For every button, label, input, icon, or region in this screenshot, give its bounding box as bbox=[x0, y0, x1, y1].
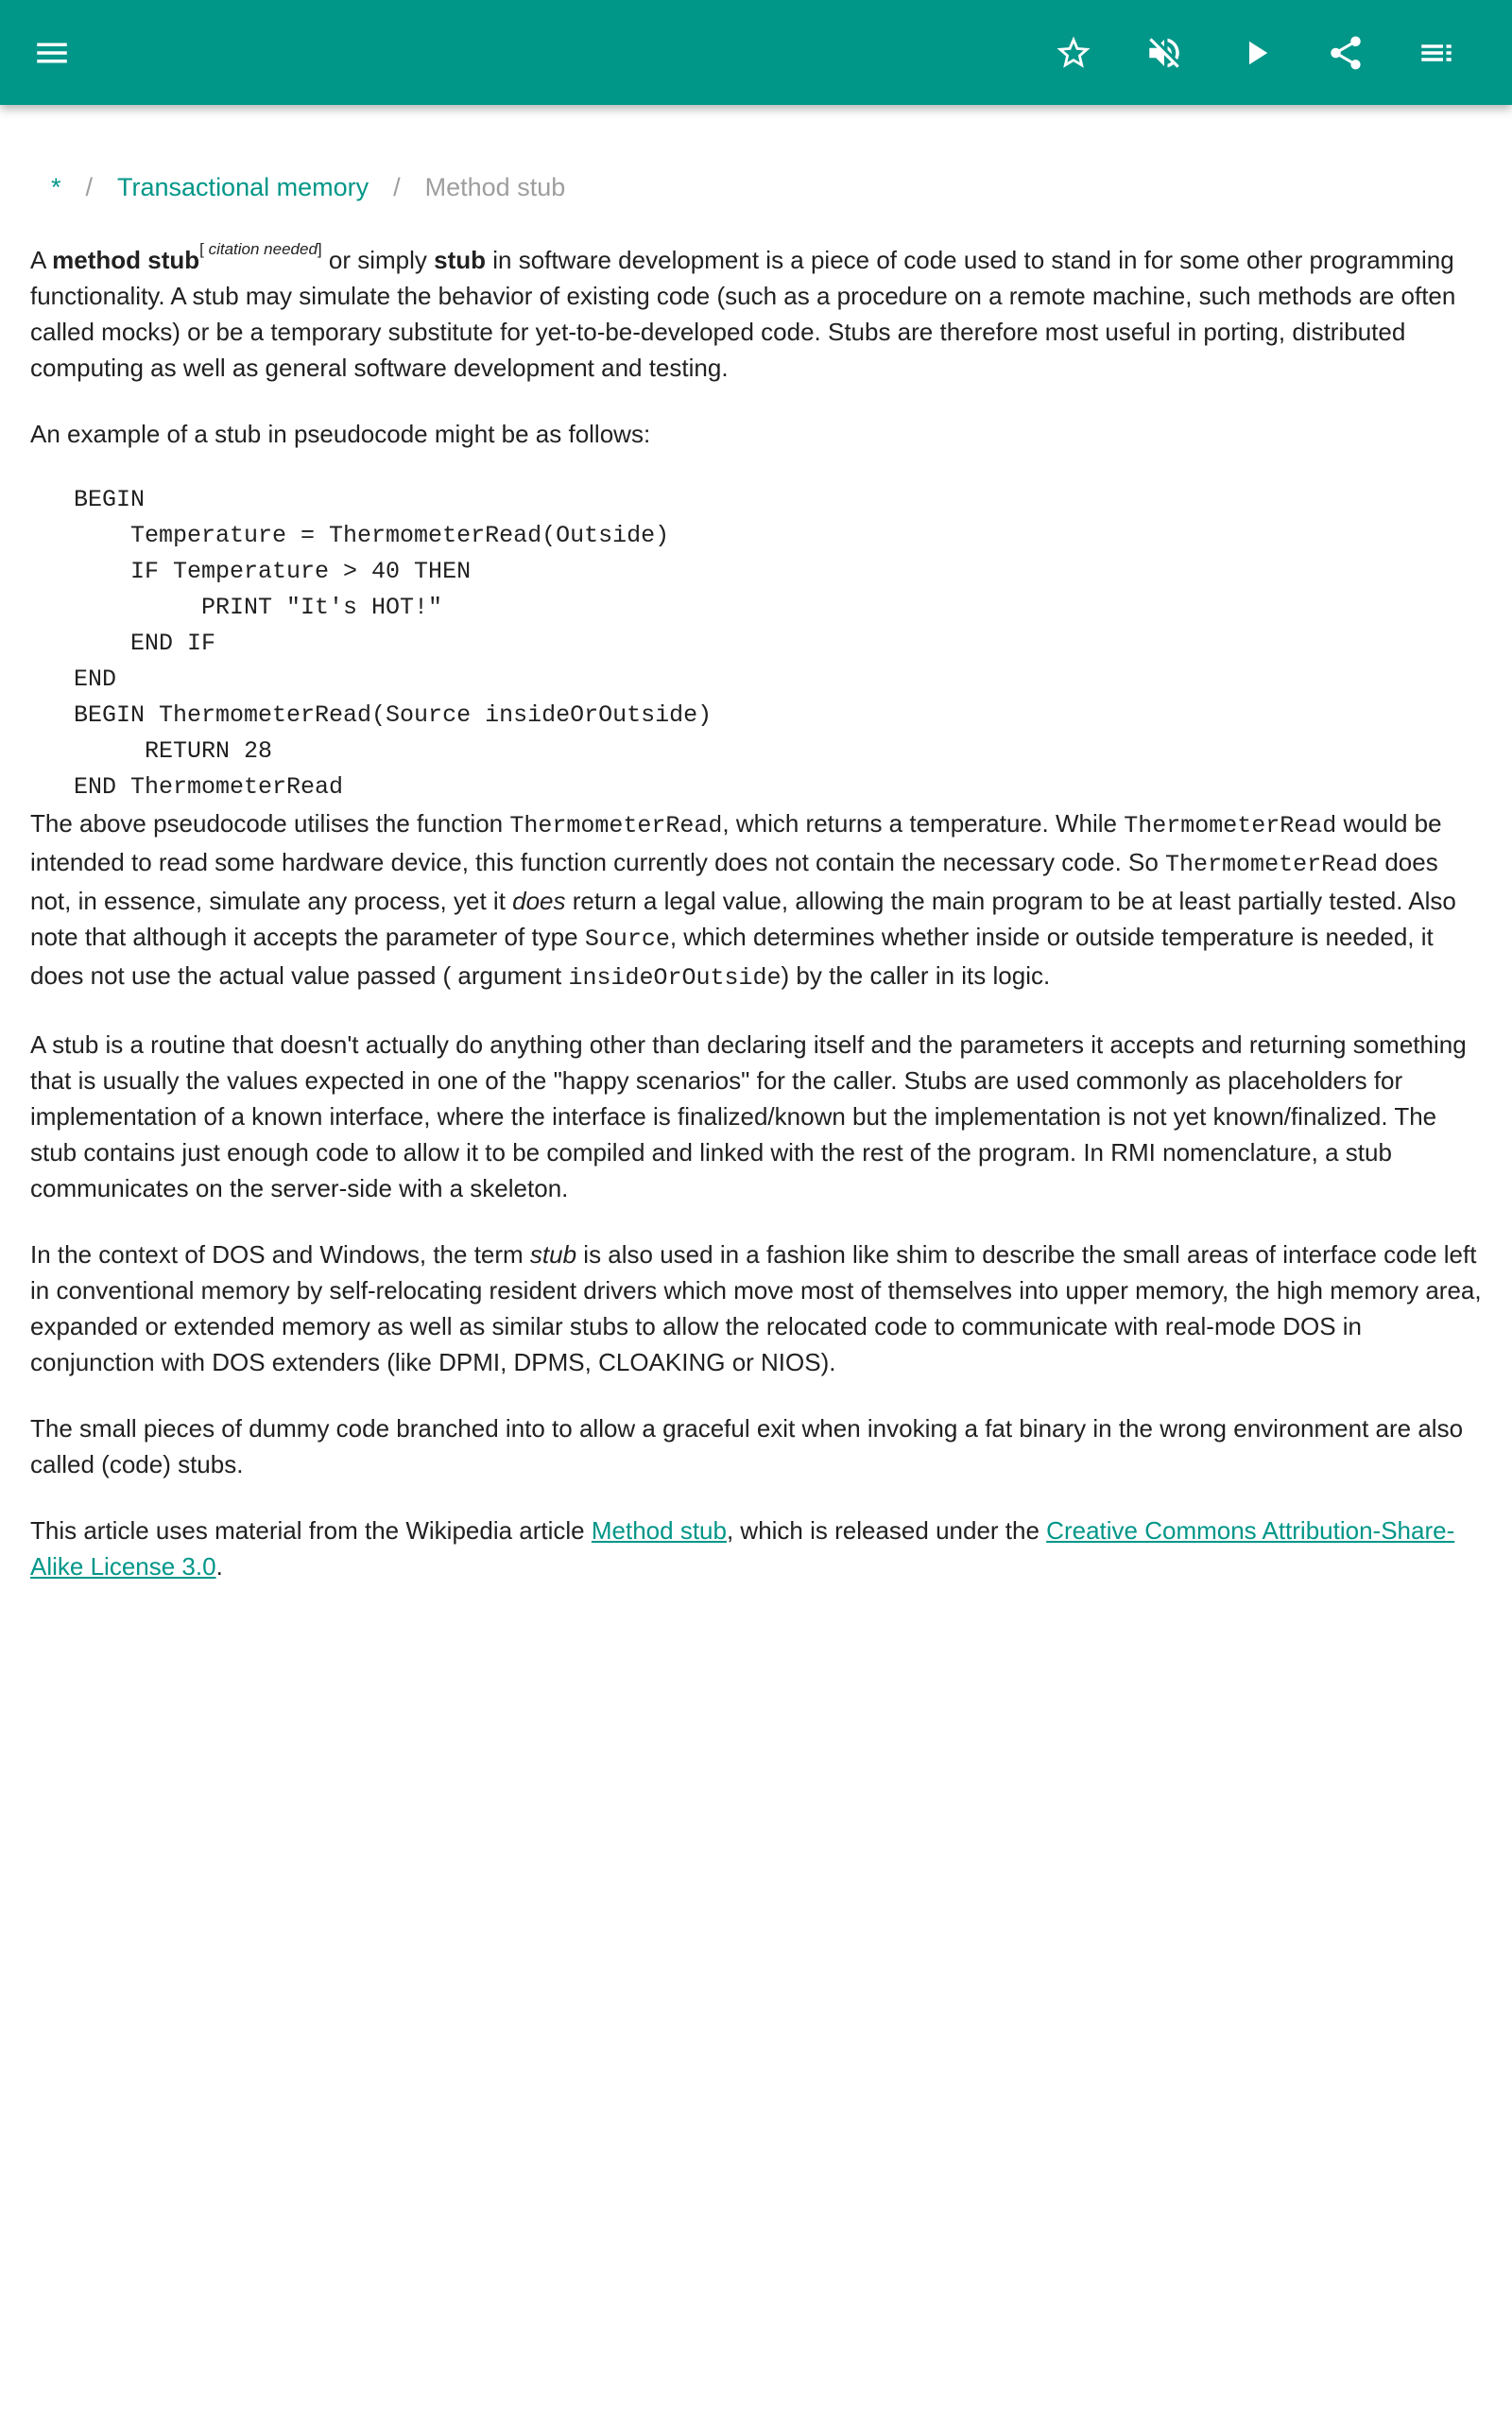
pseudocode-block: BEGIN Temperature = ThermometerRead(Outside) IF Temperature > 40 THEN PRINT "It's HOT!" END IF END BEGIN ThermometerRead(Source insideOrOutside) RETURN 28 END ThermometerRead bbox=[74, 486, 713, 801]
fat-binary-paragraph: The small pieces of dummy code branched into to allow a graceful exit when invoking a fat binary in the wrong environment are also called (code) stubs. bbox=[30, 1414, 1464, 1478]
text: , which returns a temperature. While bbox=[722, 809, 1125, 838]
article-content bbox=[30, 242, 1486, 1615]
breadcrumb-home[interactable]: * bbox=[51, 173, 61, 201]
term-stub: stub bbox=[434, 246, 487, 274]
citation-text: citation needed bbox=[203, 240, 318, 258]
volume-off-icon[interactable] bbox=[1141, 29, 1188, 77]
star-icon[interactable] bbox=[1050, 29, 1097, 77]
text: , which is released under the bbox=[726, 1516, 1047, 1545]
text: . bbox=[215, 1552, 223, 1581]
breadcrumb-separator: / bbox=[393, 173, 401, 201]
play-icon[interactable] bbox=[1232, 29, 1280, 77]
dos-windows-paragraph bbox=[30, 1236, 1486, 1380]
text: return a legal value, allowing the main program to be at least partially tested. Also note that although it accepts the parameter of type bbox=[30, 887, 1456, 951]
text: The above pseudocode utilises the function bbox=[30, 809, 510, 838]
text: would be intended to read some hardware device, this function currently does not contain the necessary code. So bbox=[30, 809, 1442, 876]
text: is also used in a fashion like shim to describe the small areas of interface code left in conventional memory by self-relocating resident drivers which move most of themselves into upper memory, the high memory area, expanded or extended memory as well as similar stubs to allow the relocated code to communicate with real-mode DOS in conjunction with DOS extenders (like DPMI, DPMS, CLOAKING or NIOS). bbox=[30, 1240, 1482, 1376]
example-intro: An example of a stub in pseudocode might be as follows: bbox=[30, 420, 651, 448]
inline-code: ThermometerRead bbox=[1124, 812, 1337, 839]
inline-code: insideOrOutside bbox=[568, 964, 782, 992]
intro-paragraph bbox=[30, 242, 1486, 386]
stub-routine-paragraph: A stub is a routine that doesn't actually do anything other than declaring itself and the parameters it accepts and returning something that is usually the values expected in one of the "happy scenarios" for the caller. Stubs are used commonly as placeholders for implementation of a known interface, where the interface is finalized/known but the implementation is not yet known/finalized. The stub contains just enough code to allow it to be compiled and linked with the rest of the program. In RMI nomenclature, a stub communicates on the server-side with a skeleton. bbox=[30, 1030, 1467, 1202]
attribution bbox=[30, 1512, 1486, 1584]
term-method-stub: method stub bbox=[52, 246, 200, 274]
pseudocode-explanation bbox=[30, 805, 1486, 996]
share-icon[interactable] bbox=[1322, 29, 1369, 77]
breadcrumb-parent[interactable]: Transactional memory bbox=[117, 173, 369, 201]
text: , which determines whether inside or outside temperature is needed, it does not use the actual value passed ( argument bbox=[30, 923, 1434, 990]
text: A bbox=[30, 246, 53, 274]
text: does not, in essence, simulate any process, yet it bbox=[30, 848, 1438, 915]
text: or simply bbox=[321, 246, 435, 274]
breadcrumb-current: Method stub bbox=[424, 173, 566, 201]
inline-code: Source bbox=[584, 925, 670, 953]
text: in software development is a piece of code used to stand in for some other programming functionality. A stub may simulate the behavior of existing code (such as a procedure on a remote machine, such methods are often called mocks) or be a temporary substitute for yet-to-be-developed code. Stubs are therefore most useful in porting, distributed computing as well as general software development and testing. bbox=[30, 246, 1456, 382]
emphasis: stub bbox=[529, 1240, 577, 1269]
playlist-icon[interactable] bbox=[1413, 29, 1460, 77]
bracket: ] bbox=[317, 240, 322, 258]
wikipedia-article-link[interactable]: Method stub bbox=[591, 1516, 727, 1545]
app-bar bbox=[0, 0, 1512, 105]
text: ) by the caller in its logic. bbox=[781, 961, 1051, 990]
menu-icon[interactable] bbox=[28, 29, 76, 77]
text: In the context of DOS and Windows, the term bbox=[30, 1240, 530, 1269]
citation-needed[interactable] bbox=[199, 240, 322, 258]
breadcrumb-separator: / bbox=[85, 173, 94, 201]
inline-code: ThermometerRead bbox=[1165, 851, 1379, 878]
bracket: [ bbox=[199, 240, 204, 258]
license-link[interactable]: Creative Commons Attribution-Share-Alike License 3.0 bbox=[30, 1516, 1455, 1581]
breadcrumb bbox=[51, 168, 565, 206]
inline-code: ThermometerRead bbox=[509, 812, 723, 839]
text: This article uses material from the Wikipedia article bbox=[30, 1516, 592, 1545]
emphasis: does bbox=[512, 887, 566, 915]
